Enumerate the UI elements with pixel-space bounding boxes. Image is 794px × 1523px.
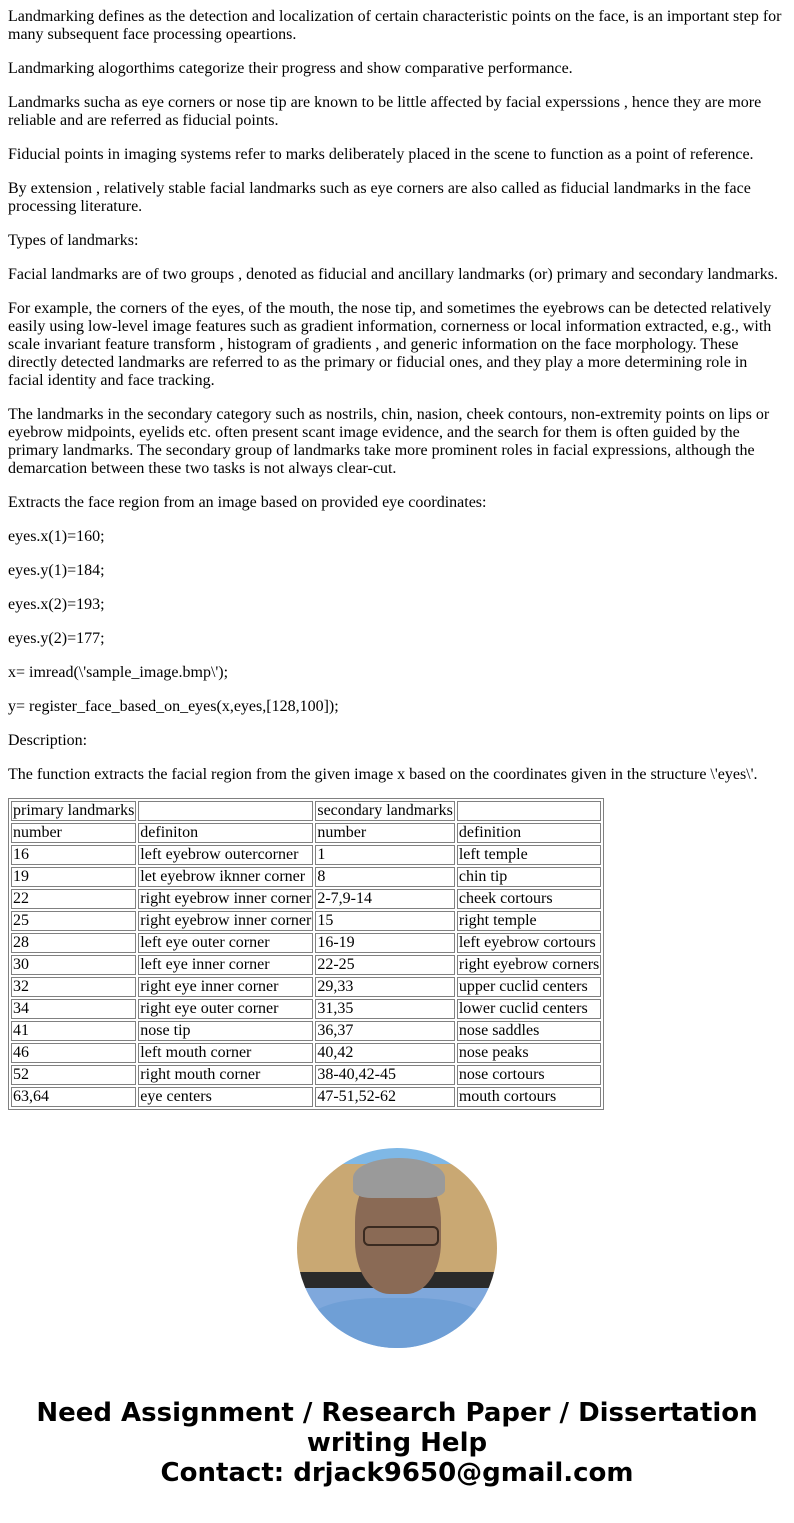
paragraph: eyes.x(2)=193; (8, 596, 105, 613)
table-cell: left eyebrow outercorner (138, 845, 313, 865)
table-cell: right eyebrow inner corner (140, 912, 312, 929)
paragraph: eyes.y(1)=184; (8, 562, 105, 579)
table-cell: nose saddles (457, 1021, 601, 1041)
table-row (11, 955, 601, 975)
table-cell: let eyebrow iknner corner (138, 867, 313, 887)
table-cell: right eyebrow corners (458, 956, 600, 973)
table-cell: 29,33 (315, 977, 455, 997)
table-cell: 15 (315, 911, 455, 931)
paragraph: The landmarks in the secondary category such as nostrils, chin, nasion, cheek contours, non-extremity points on lips or eyebrow midpoints, eyelids etc. often present scant image evidence, and the search for them is often guided by the primary landmarks. The secondary group of landmarks take more prominent roles in facial expressions, although the demarcation between these two tasks is not always clear-cut. (8, 406, 770, 477)
table-cell: number (11, 823, 136, 843)
table-cell: 32 (11, 977, 136, 997)
table-cell: 16-19 (315, 933, 455, 953)
table-cell: nose cortours (457, 1065, 601, 1085)
table-cell: 34 (11, 999, 136, 1019)
table-row (11, 823, 601, 843)
paragraph: eyes.y(2)=177; (8, 630, 105, 647)
table-cell: left eyebrow cortours (457, 933, 601, 953)
paragraph: Landmarking alogorthims categorize their progress and show comparative performance. (8, 60, 573, 77)
table-cell: 8 (315, 867, 455, 887)
table-cell: right temple (457, 911, 601, 931)
table-cell: nose peaks (457, 1043, 601, 1063)
table-cell: 25 (11, 911, 136, 931)
table-cell: 52 (11, 1065, 136, 1085)
table-cell (457, 801, 601, 821)
table-cell: 1 (315, 845, 455, 865)
table-cell: 2-7,9-14 (315, 889, 455, 909)
table-cell: number (315, 823, 455, 843)
table-row (11, 1021, 601, 1041)
table-cell: right eyebrow inner corner (140, 890, 312, 907)
table-cell: right eye outer corner (138, 999, 313, 1019)
table-cell: chin tip (457, 867, 601, 887)
table-row (11, 1043, 601, 1063)
table-cell: mouth cortours (457, 1087, 601, 1107)
paragraph: The function extracts the facial region from the given image x based on the coordinates given in the structure \'eyes\'. (8, 766, 758, 783)
table-cell: secondary landmarks (317, 802, 453, 819)
table-cell: eye centers (138, 1087, 313, 1107)
table-row (11, 845, 601, 865)
table-cell (138, 801, 313, 821)
paragraph: For example, the corners of the eyes, of the mouth, the nose tip, and sometimes the eyebrows can be detected relatively easily using low-level image features such as gradient information, cornerness or local information extracted, e.g., with scale invariant feature transform , histogram of gradients , and generic information on the face morphology. These directly detected landmarks are referred to as the primary or fiducial ones, and they play a more determining role in facial identity and face tracking. (8, 300, 772, 389)
footer-help-text: Need Assignment / Research Paper / Dissertation writing Help (36, 1398, 758, 1458)
paragraph: Landmarking defines as the detection and localization of certain characteristic points on the face, is an important step for many subsequent face processing opeartions. (8, 8, 782, 43)
footer-contact-text: Contact: drjack9650@gmail.com (160, 1458, 634, 1488)
table-row (11, 977, 601, 997)
table-cell: right eye inner corner (138, 977, 313, 997)
table-cell: 22-25 (315, 955, 455, 975)
table-cell: left eye outer corner (138, 933, 313, 953)
table-row (11, 1087, 601, 1107)
table-cell: 16 (11, 845, 136, 865)
paragraph: x= imread(\'sample_image.bmp\'); (8, 664, 229, 681)
table-row (11, 911, 601, 931)
contact-banner (8, 1398, 786, 1488)
table-cell: 19 (11, 867, 136, 887)
table-cell: 40,42 (315, 1043, 455, 1063)
table-cell: 63,64 (11, 1087, 136, 1107)
table-cell: upper cuclid centers (457, 977, 601, 997)
article-body (8, 8, 786, 784)
table-cell: 41 (11, 1021, 136, 1041)
table-cell: left eye inner corner (138, 955, 313, 975)
paragraph: y= register_face_based_on_eyes(x,eyes,[128,100]); (8, 698, 339, 715)
table-row (11, 801, 601, 821)
table-cell: cheek cortours (457, 889, 601, 909)
table-cell: definiton (138, 823, 313, 843)
paragraph: Facial landmarks are of two groups , denoted as fiducial and ancillary landmarks (or) primary and secondary landmarks. (8, 266, 778, 283)
table-row (11, 889, 601, 909)
table-cell: 47-51,52-62 (315, 1087, 455, 1107)
paragraph: Description: (8, 732, 88, 749)
paragraph: eyes.x(1)=160; (8, 528, 105, 545)
table-row (11, 1065, 601, 1085)
paragraph: Extracts the face region from an image based on provided eye coordinates: (8, 494, 487, 511)
table-cell: 38-40,42-45 (315, 1065, 455, 1085)
table-cell: nose tip (138, 1021, 313, 1041)
table-cell: 31,35 (315, 999, 455, 1019)
table-cell: 36,37 (315, 1021, 455, 1041)
paragraph: Landmarks sucha as eye corners or nose tip are known to be little affected by facial experssions , hence they are more reliable and are referred as fiducial points. (8, 94, 762, 129)
paragraph: Types of landmarks: (8, 232, 139, 249)
author-avatar (297, 1148, 497, 1348)
landmarks-table (8, 798, 604, 1110)
table-row (11, 933, 601, 953)
table-cell: left temple (457, 845, 601, 865)
table-cell: left mouth corner (138, 1043, 313, 1063)
table-cell: 22 (11, 889, 136, 909)
table-row (11, 867, 601, 887)
table-cell: right mouth corner (138, 1065, 313, 1085)
table-cell: 28 (11, 933, 136, 953)
table-cell: definition (457, 823, 601, 843)
table-cell: lower cuclid centers (457, 999, 601, 1019)
table-cell: 46 (11, 1043, 136, 1063)
paragraph: By extension , relatively stable facial landmarks such as eye corners are also called as fiducial landmarks in the face processing literature. (8, 180, 751, 215)
table-cell: 30 (11, 955, 136, 975)
paragraph: Fiducial points in imaging systems refer to marks deliberately placed in the scene to function as a point of reference. (8, 146, 754, 163)
table-row (11, 999, 601, 1019)
table-cell: primary landmarks (13, 802, 135, 819)
